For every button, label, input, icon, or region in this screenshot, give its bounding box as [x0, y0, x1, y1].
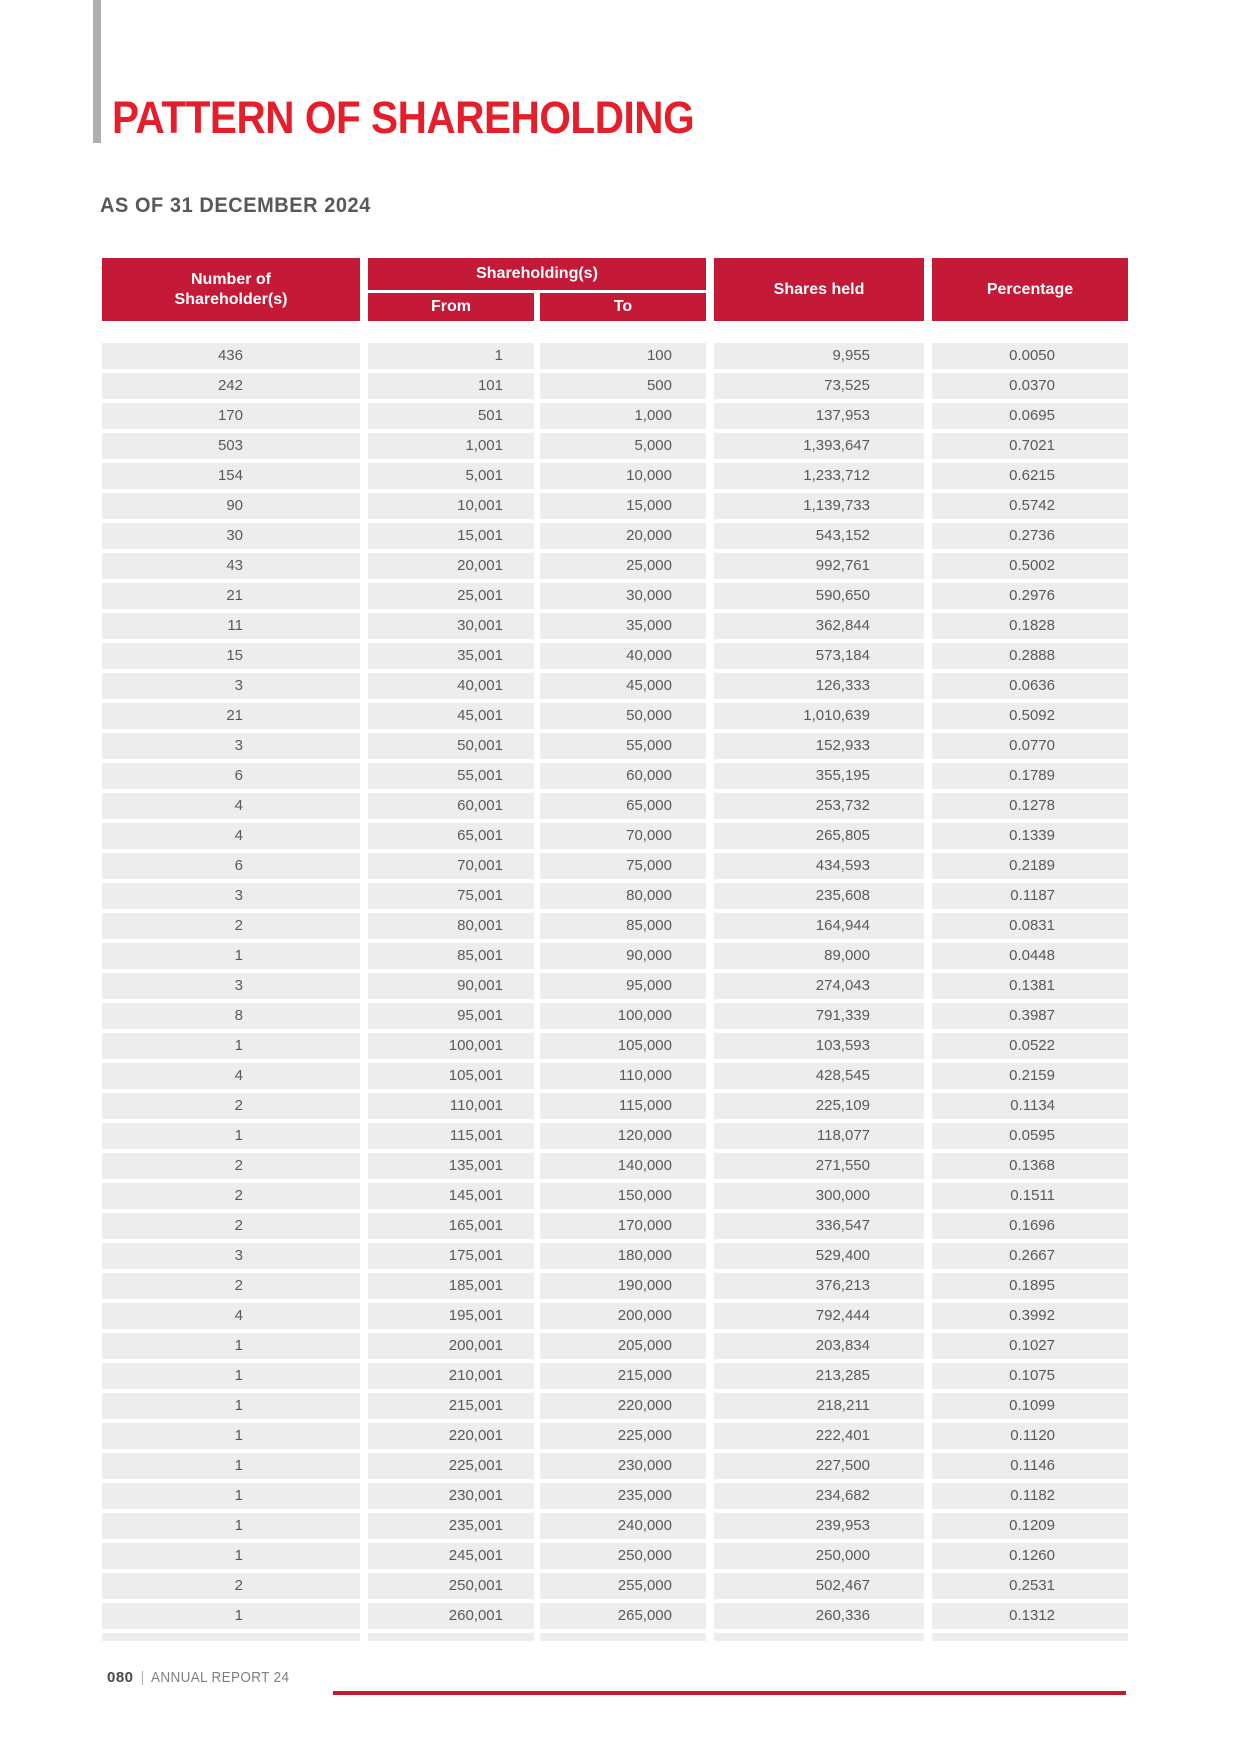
shareholders-count-cell: 436 [102, 343, 360, 369]
percentage-cell: 0.1381 [924, 973, 1128, 999]
table-row [102, 553, 1128, 579]
shares-held-cell: 1,393,647 [706, 433, 924, 459]
table-row [102, 373, 1128, 399]
table-header [102, 258, 1128, 321]
to-cell: 90,000 [534, 943, 706, 969]
shares-held-cell: 265,805 [706, 823, 924, 849]
to-cell: 15,000 [534, 493, 706, 519]
shareholders-count-cell: 4 [102, 1063, 360, 1089]
percentage-cell: 0.1075 [924, 1363, 1128, 1389]
from-cell: 185,001 [360, 1273, 534, 1299]
shareholders-count-cell: 242 [102, 373, 360, 399]
from-cell: 145,001 [360, 1183, 534, 1209]
footer-rule [333, 1691, 1126, 1695]
to-cell: 80,000 [534, 883, 706, 909]
from-cell: 245,001 [360, 1543, 534, 1569]
percentage-cell: 0.0448 [924, 943, 1128, 969]
table-row-partial [102, 1633, 1128, 1641]
from-cell: 25,001 [360, 583, 534, 609]
page-footer [107, 1669, 305, 1686]
from-cell: 35,001 [360, 643, 534, 669]
header-number-of-shareholders-line1: Number of [191, 270, 271, 288]
shares-held-cell: 792,444 [706, 1303, 924, 1329]
percentage-cell: 0.1099 [924, 1393, 1128, 1419]
shares-held-cell: 543,152 [706, 523, 924, 549]
table-row [102, 1393, 1128, 1419]
percentage-cell: 0.5092 [924, 703, 1128, 729]
to-cell: 35,000 [534, 613, 706, 639]
shareholders-count-cell: 6 [102, 763, 360, 789]
table-row [102, 1123, 1128, 1149]
to-cell: 220,000 [534, 1393, 706, 1419]
shares-held-cell: 573,184 [706, 643, 924, 669]
from-cell: 75,001 [360, 883, 534, 909]
header-shareholdings-subrow [368, 293, 706, 321]
shares-held-cell: 1,233,712 [706, 463, 924, 489]
header-from: From [368, 293, 534, 321]
from-cell: 40,001 [360, 673, 534, 699]
table-row [102, 1183, 1128, 1209]
header-number-of-shareholders [102, 258, 360, 321]
table-row [102, 613, 1128, 639]
header-shareholdings-group: Shareholding(s) [368, 258, 706, 290]
shareholders-count-cell: 90 [102, 493, 360, 519]
from-cell: 45,001 [360, 703, 534, 729]
shareholders-count-cell: 2 [102, 1153, 360, 1179]
percentage-cell: 0.2667 [924, 1243, 1128, 1269]
clipped-cell [706, 1633, 924, 1641]
shares-held-cell: 253,732 [706, 793, 924, 819]
shares-held-cell: 203,834 [706, 1333, 924, 1359]
from-cell: 501 [360, 403, 534, 429]
from-cell: 1,001 [360, 433, 534, 459]
percentage-cell: 0.0050 [924, 343, 1128, 369]
shareholders-count-cell: 6 [102, 853, 360, 879]
percentage-cell: 0.1339 [924, 823, 1128, 849]
from-cell: 10,001 [360, 493, 534, 519]
shares-held-cell: 250,000 [706, 1543, 924, 1569]
shareholders-count-cell: 1 [102, 1033, 360, 1059]
shares-held-cell: 992,761 [706, 553, 924, 579]
percentage-cell: 0.0370 [924, 373, 1128, 399]
table-row [102, 1333, 1128, 1359]
shares-held-cell: 434,593 [706, 853, 924, 879]
to-cell: 25,000 [534, 553, 706, 579]
header-percentage: Percentage [932, 258, 1128, 321]
from-cell: 135,001 [360, 1153, 534, 1179]
shareholders-count-cell: 2 [102, 1573, 360, 1599]
percentage-cell: 0.0522 [924, 1033, 1128, 1059]
shares-held-cell: 218,211 [706, 1393, 924, 1419]
shareholders-count-cell: 1 [102, 1123, 360, 1149]
header-number-of-shareholders-line2: Shareholder(s) [174, 290, 288, 308]
to-cell: 100,000 [534, 1003, 706, 1029]
percentage-cell: 0.6215 [924, 463, 1128, 489]
shareholders-count-cell: 1 [102, 1483, 360, 1509]
shares-held-cell: 164,944 [706, 913, 924, 939]
percentage-cell: 0.7021 [924, 433, 1128, 459]
shareholders-count-cell: 3 [102, 883, 360, 909]
shares-held-cell: 355,195 [706, 763, 924, 789]
to-cell: 265,000 [534, 1603, 706, 1629]
shares-held-cell: 152,933 [706, 733, 924, 759]
shares-held-cell: 73,525 [706, 373, 924, 399]
clipped-cell [102, 1633, 360, 1641]
table-row [102, 343, 1128, 369]
table-row [102, 853, 1128, 879]
shares-held-cell: 274,043 [706, 973, 924, 999]
table-row [102, 1303, 1128, 1329]
shareholders-count-cell: 170 [102, 403, 360, 429]
shares-held-cell: 89,000 [706, 943, 924, 969]
percentage-cell: 0.3992 [924, 1303, 1128, 1329]
table-row [102, 1543, 1128, 1569]
table-row [102, 1513, 1128, 1539]
footer-report-label: ANNUAL REPORT 24 [151, 1669, 290, 1686]
shareholders-count-cell: 2 [102, 1273, 360, 1299]
header-to: To [540, 293, 706, 321]
percentage-cell: 0.2888 [924, 643, 1128, 669]
percentage-cell: 0.0831 [924, 913, 1128, 939]
to-cell: 65,000 [534, 793, 706, 819]
shareholders-count-cell: 1 [102, 1363, 360, 1389]
to-cell: 200,000 [534, 1303, 706, 1329]
from-cell: 105,001 [360, 1063, 534, 1089]
to-cell: 230,000 [534, 1453, 706, 1479]
to-cell: 70,000 [534, 823, 706, 849]
table-row [102, 1213, 1128, 1239]
from-cell: 175,001 [360, 1243, 534, 1269]
to-cell: 170,000 [534, 1213, 706, 1239]
to-cell: 140,000 [534, 1153, 706, 1179]
from-cell: 15,001 [360, 523, 534, 549]
shareholders-count-cell: 11 [102, 613, 360, 639]
percentage-cell: 0.1312 [924, 1603, 1128, 1629]
table-row [102, 913, 1128, 939]
table-row [102, 493, 1128, 519]
from-cell: 85,001 [360, 943, 534, 969]
table-row [102, 943, 1128, 969]
shareholders-count-cell: 1 [102, 943, 360, 969]
table-row [102, 1033, 1128, 1059]
to-cell: 225,000 [534, 1423, 706, 1449]
to-cell: 95,000 [534, 973, 706, 999]
shareholders-count-cell: 4 [102, 1303, 360, 1329]
table-row [102, 1093, 1128, 1119]
clipped-cell [360, 1633, 534, 1641]
from-cell: 20,001 [360, 553, 534, 579]
from-cell: 220,001 [360, 1423, 534, 1449]
to-cell: 75,000 [534, 853, 706, 879]
to-cell: 105,000 [534, 1033, 706, 1059]
percentage-cell: 0.1511 [924, 1183, 1128, 1209]
shareholders-count-cell: 3 [102, 673, 360, 699]
shares-held-cell: 222,401 [706, 1423, 924, 1449]
to-cell: 85,000 [534, 913, 706, 939]
header-shares-held: Shares held [714, 258, 924, 321]
shares-held-cell: 234,682 [706, 1483, 924, 1509]
shareholders-count-cell: 3 [102, 1243, 360, 1269]
shareholders-count-cell: 4 [102, 823, 360, 849]
from-cell: 225,001 [360, 1453, 534, 1479]
table-row [102, 1423, 1128, 1449]
percentage-cell: 0.0595 [924, 1123, 1128, 1149]
footer-separator: | [140, 1669, 145, 1686]
table-row [102, 523, 1128, 549]
shareholders-count-cell: 1 [102, 1603, 360, 1629]
from-cell: 5,001 [360, 463, 534, 489]
shareholders-count-cell: 8 [102, 1003, 360, 1029]
percentage-cell: 0.0695 [924, 403, 1128, 429]
to-cell: 45,000 [534, 673, 706, 699]
shares-held-cell: 529,400 [706, 1243, 924, 1269]
shares-held-cell: 235,608 [706, 883, 924, 909]
percentage-cell: 0.2159 [924, 1063, 1128, 1089]
table-row [102, 763, 1128, 789]
table-row [102, 1003, 1128, 1029]
percentage-cell: 0.1278 [924, 793, 1128, 819]
to-cell: 10,000 [534, 463, 706, 489]
from-cell: 235,001 [360, 1513, 534, 1539]
shareholders-count-cell: 2 [102, 1093, 360, 1119]
shareholders-count-cell: 1 [102, 1513, 360, 1539]
clipped-cell [534, 1633, 706, 1641]
to-cell: 215,000 [534, 1363, 706, 1389]
from-cell: 215,001 [360, 1393, 534, 1419]
shareholders-count-cell: 1 [102, 1543, 360, 1569]
shareholders-count-cell: 43 [102, 553, 360, 579]
shares-held-cell: 137,953 [706, 403, 924, 429]
to-cell: 50,000 [534, 703, 706, 729]
page-title: PATTERN OF SHAREHOLDING [112, 92, 695, 143]
to-cell: 40,000 [534, 643, 706, 669]
to-cell: 235,000 [534, 1483, 706, 1509]
percentage-cell: 0.1120 [924, 1423, 1128, 1449]
from-cell: 200,001 [360, 1333, 534, 1359]
percentage-cell: 0.1828 [924, 613, 1128, 639]
footer-page-number: 080 [107, 1669, 134, 1686]
table-row [102, 1273, 1128, 1299]
table-row [102, 823, 1128, 849]
from-cell: 80,001 [360, 913, 534, 939]
shareholders-count-cell: 15 [102, 643, 360, 669]
shareholders-count-cell: 4 [102, 793, 360, 819]
shareholders-count-cell: 30 [102, 523, 360, 549]
to-cell: 1,000 [534, 403, 706, 429]
table-row [102, 883, 1128, 909]
to-cell: 110,000 [534, 1063, 706, 1089]
to-cell: 240,000 [534, 1513, 706, 1539]
from-cell: 55,001 [360, 763, 534, 789]
shares-held-cell: 213,285 [706, 1363, 924, 1389]
shares-held-cell: 260,336 [706, 1603, 924, 1629]
shareholders-count-cell: 154 [102, 463, 360, 489]
shares-held-cell: 126,333 [706, 673, 924, 699]
shareholders-count-cell: 1 [102, 1453, 360, 1479]
from-cell: 60,001 [360, 793, 534, 819]
from-cell: 230,001 [360, 1483, 534, 1509]
shares-held-cell: 362,844 [706, 613, 924, 639]
percentage-cell: 0.1146 [924, 1453, 1128, 1479]
to-cell: 55,000 [534, 733, 706, 759]
from-cell: 50,001 [360, 733, 534, 759]
to-cell: 250,000 [534, 1543, 706, 1569]
table-row [102, 703, 1128, 729]
table-row [102, 1363, 1128, 1389]
to-cell: 60,000 [534, 763, 706, 789]
to-cell: 120,000 [534, 1123, 706, 1149]
from-cell: 165,001 [360, 1213, 534, 1239]
percentage-cell: 0.1368 [924, 1153, 1128, 1179]
from-cell: 101 [360, 373, 534, 399]
shareholders-count-cell: 3 [102, 973, 360, 999]
from-cell: 90,001 [360, 973, 534, 999]
shareholders-count-cell: 1 [102, 1333, 360, 1359]
shares-held-cell: 225,109 [706, 1093, 924, 1119]
table-row [102, 463, 1128, 489]
table-row [102, 1453, 1128, 1479]
percentage-cell: 0.2531 [924, 1573, 1128, 1599]
shares-held-cell: 336,547 [706, 1213, 924, 1239]
percentage-cell: 0.5002 [924, 553, 1128, 579]
table-row [102, 1243, 1128, 1269]
shareholders-count-cell: 2 [102, 1183, 360, 1209]
table-row [102, 673, 1128, 699]
from-cell: 195,001 [360, 1303, 534, 1329]
clipped-cell [924, 1633, 1128, 1641]
from-cell: 260,001 [360, 1603, 534, 1629]
table-row [102, 1603, 1128, 1629]
to-cell: 180,000 [534, 1243, 706, 1269]
shares-held-cell: 227,500 [706, 1453, 924, 1479]
table-row [102, 1573, 1128, 1599]
page-subtitle: AS OF 31 DECEMBER 2024 [100, 194, 371, 217]
from-cell: 30,001 [360, 613, 534, 639]
percentage-cell: 0.0770 [924, 733, 1128, 759]
table-row [102, 403, 1128, 429]
table-body [102, 343, 1128, 1641]
percentage-cell: 0.2189 [924, 853, 1128, 879]
shares-held-cell: 502,467 [706, 1573, 924, 1599]
to-cell: 20,000 [534, 523, 706, 549]
percentage-cell: 0.5742 [924, 493, 1128, 519]
from-cell: 1 [360, 343, 534, 369]
from-cell: 95,001 [360, 1003, 534, 1029]
shares-held-cell: 239,953 [706, 1513, 924, 1539]
table-row [102, 433, 1128, 459]
shares-held-cell: 428,545 [706, 1063, 924, 1089]
percentage-cell: 0.1696 [924, 1213, 1128, 1239]
percentage-cell: 0.2736 [924, 523, 1128, 549]
percentage-cell: 0.3987 [924, 1003, 1128, 1029]
from-cell: 70,001 [360, 853, 534, 879]
accent-bar [93, 0, 101, 143]
from-cell: 100,001 [360, 1033, 534, 1059]
shareholders-count-cell: 1 [102, 1393, 360, 1419]
table-row [102, 793, 1128, 819]
shareholders-count-cell: 1 [102, 1423, 360, 1449]
to-cell: 115,000 [534, 1093, 706, 1119]
percentage-cell: 0.1789 [924, 763, 1128, 789]
percentage-cell: 0.1209 [924, 1513, 1128, 1539]
to-cell: 190,000 [534, 1273, 706, 1299]
shares-held-cell: 590,650 [706, 583, 924, 609]
from-cell: 250,001 [360, 1573, 534, 1599]
table-row [102, 643, 1128, 669]
shares-held-cell: 118,077 [706, 1123, 924, 1149]
to-cell: 100 [534, 343, 706, 369]
table-row [102, 583, 1128, 609]
shares-held-cell: 300,000 [706, 1183, 924, 1209]
percentage-cell: 0.1187 [924, 883, 1128, 909]
from-cell: 210,001 [360, 1363, 534, 1389]
table-row [102, 973, 1128, 999]
table-row [102, 1483, 1128, 1509]
percentage-cell: 0.0636 [924, 673, 1128, 699]
shares-held-cell: 1,010,639 [706, 703, 924, 729]
table-row [102, 1153, 1128, 1179]
shares-held-cell: 103,593 [706, 1033, 924, 1059]
shares-held-cell: 9,955 [706, 343, 924, 369]
table-row [102, 1063, 1128, 1089]
table-row [102, 733, 1128, 759]
shares-held-cell: 376,213 [706, 1273, 924, 1299]
shareholders-count-cell: 503 [102, 433, 360, 459]
to-cell: 205,000 [534, 1333, 706, 1359]
to-cell: 500 [534, 373, 706, 399]
shareholders-count-cell: 21 [102, 703, 360, 729]
to-cell: 5,000 [534, 433, 706, 459]
percentage-cell: 0.1895 [924, 1273, 1128, 1299]
from-cell: 115,001 [360, 1123, 534, 1149]
shareholders-count-cell: 2 [102, 913, 360, 939]
percentage-cell: 0.1182 [924, 1483, 1128, 1509]
shares-held-cell: 1,139,733 [706, 493, 924, 519]
percentage-cell: 0.1134 [924, 1093, 1128, 1119]
shareholding-pattern-table [102, 258, 1128, 1641]
from-cell: 65,001 [360, 823, 534, 849]
to-cell: 150,000 [534, 1183, 706, 1209]
shareholders-count-cell: 2 [102, 1213, 360, 1239]
shares-held-cell: 271,550 [706, 1153, 924, 1179]
percentage-cell: 0.2976 [924, 583, 1128, 609]
shareholders-count-cell: 3 [102, 733, 360, 759]
percentage-cell: 0.1260 [924, 1543, 1128, 1569]
shares-held-cell: 791,339 [706, 1003, 924, 1029]
shareholders-count-cell: 21 [102, 583, 360, 609]
percentage-cell: 0.1027 [924, 1333, 1128, 1359]
to-cell: 255,000 [534, 1573, 706, 1599]
from-cell: 110,001 [360, 1093, 534, 1119]
to-cell: 30,000 [534, 583, 706, 609]
